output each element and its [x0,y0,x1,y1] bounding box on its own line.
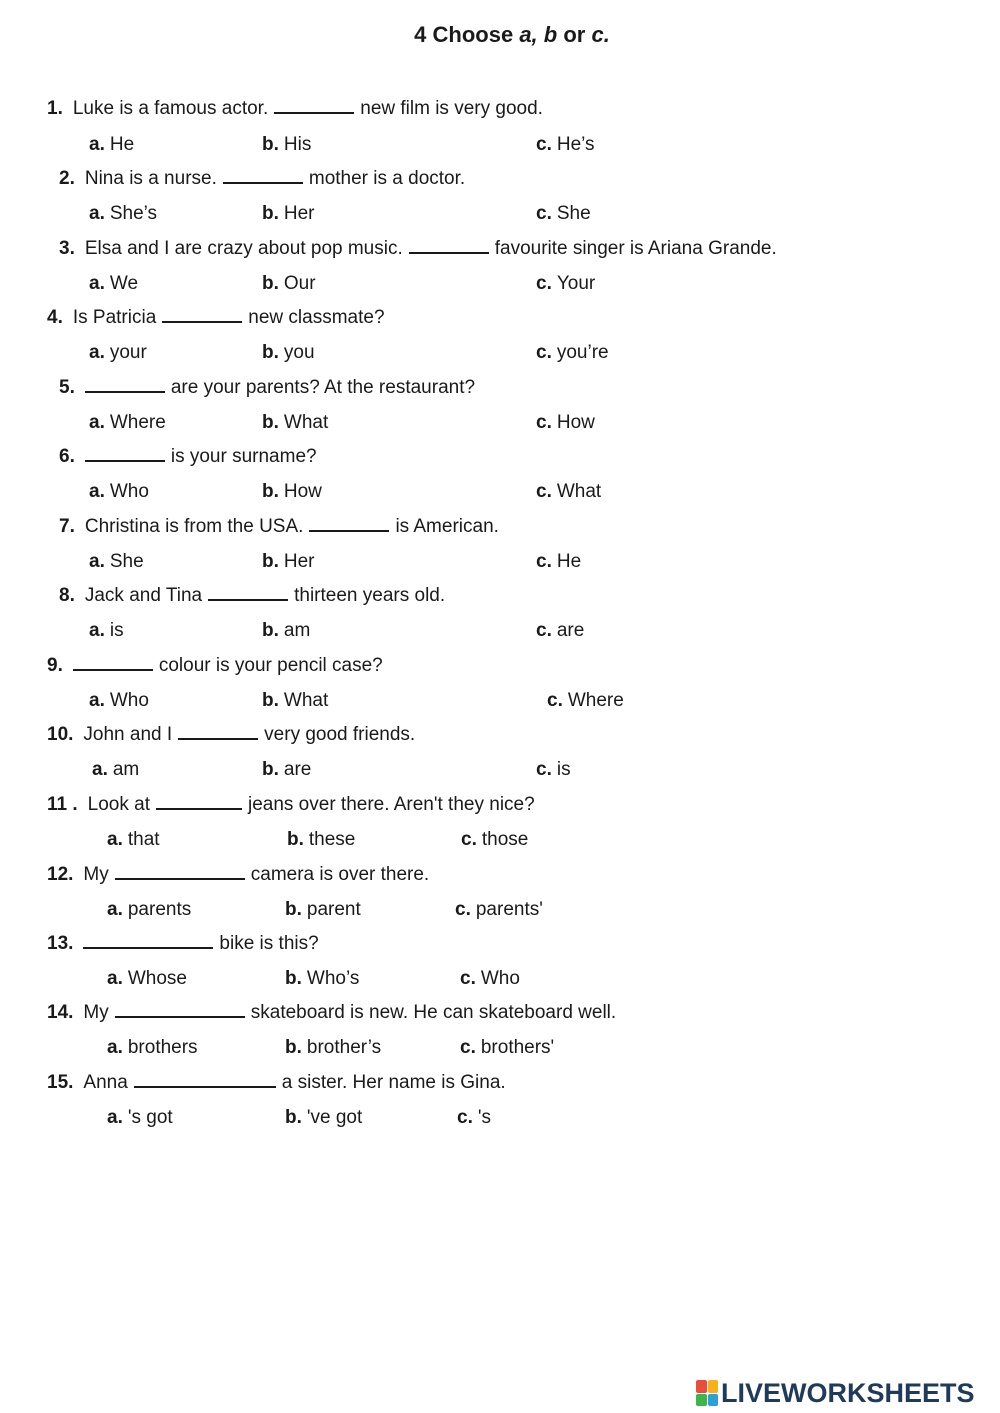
option-text: How [283,481,322,502]
question-text-before: Elsa and I are crazy about pop music. [84,238,403,259]
option-letter: b. [262,551,279,572]
option-letter: a. [107,1107,123,1128]
answer-blank[interactable] [156,807,242,810]
option-letter: a. [89,134,105,155]
question-text-after: new film is very good. [360,98,543,119]
option-letter: a. [107,1037,123,1058]
option-b[interactable] [262,412,328,434]
option-letter: c. [536,551,552,572]
option-c[interactable] [547,690,624,712]
option-text: She [109,551,144,572]
option-a[interactable] [89,481,149,503]
option-a[interactable] [92,759,139,781]
option-text: 've got [306,1107,363,1128]
option-letter: b. [262,759,279,780]
question-text-before: Anna [83,1072,128,1093]
question-text-after: favourite singer is Ariana Grande. [494,238,777,259]
option-text: He [109,134,135,155]
option-letter: b. [287,829,304,850]
option-a[interactable] [89,342,147,364]
question-text-before: My [83,864,109,885]
option-text: Who [480,968,520,989]
answer-blank[interactable] [83,946,213,949]
answer-blank[interactable] [115,1015,245,1018]
option-text: She’s [109,203,158,224]
option-letter: c. [536,273,552,294]
option-text: are [556,620,585,641]
option-text: you [283,342,315,363]
question-text-before: Nina is a nurse. [84,168,217,189]
liveworksheets-logo [696,1378,975,1408]
option-text: these [308,829,356,850]
option-letter: c. [547,690,563,711]
option-b[interactable] [262,134,311,156]
question-number: 14. [47,1002,74,1023]
option-a[interactable] [89,551,144,573]
option-c[interactable] [536,134,595,156]
option-letter: b. [285,968,302,989]
option-text: She [556,203,591,224]
question-text-after: colour is your pencil case? [158,655,383,676]
answer-blank[interactable] [223,181,303,184]
option-a[interactable] [107,1037,198,1059]
answer-blank[interactable] [208,598,288,601]
option-letter: b. [262,203,279,224]
question-number: 4. [47,307,63,328]
option-text: How [556,412,595,433]
question-13 [47,933,319,955]
question-text-before: Jack and Tina [84,585,203,606]
option-text: Your [556,273,596,294]
question-text-after: camera is over there. [250,864,430,885]
option-text: Where [567,690,624,711]
option-b[interactable] [285,899,361,921]
option-a[interactable] [89,273,138,295]
option-c[interactable] [536,203,591,225]
question-text-after: new classmate? [248,307,385,328]
option-text: 's [477,1107,491,1128]
option-text: Who [109,690,149,711]
option-letter: a. [107,829,123,850]
question-number: 8. [59,585,75,606]
option-c[interactable] [461,829,528,851]
option-letter: c. [455,899,471,920]
option-letter: a. [107,968,123,989]
question-9 [47,655,383,677]
question-number: 7. [59,516,75,537]
question-text-after: are your parents? At the restaurant? [170,377,476,398]
question-3 [59,238,777,260]
option-text: Her [283,203,315,224]
option-b[interactable] [262,273,316,295]
logo-text: LIVEWORKSHEETS [721,1377,975,1408]
option-letter: b. [262,134,279,155]
question-text-before: Christina is from the USA. [84,516,304,537]
option-text: He [556,551,582,572]
option-c[interactable] [536,342,609,364]
option-text: are [283,759,312,780]
option-b[interactable] [262,203,315,225]
question-text-after: a sister. Her name is Gina. [281,1072,506,1093]
worksheet-title: 4 Choose a, b or c. [414,22,610,47]
question-8 [59,585,445,607]
question-1 [47,98,543,120]
option-a[interactable] [89,134,134,156]
option-text: am [112,759,140,780]
option-c[interactable] [536,273,595,295]
question-number: 15. [47,1072,74,1093]
option-text: parent [306,899,361,920]
question-text-after: is American. [395,516,499,537]
question-2 [59,168,465,190]
option-letter: c. [536,620,552,641]
question-number: 6. [59,446,75,467]
question-number: 13. [47,933,74,954]
option-text: am [283,620,311,641]
answer-blank[interactable] [309,529,389,532]
question-4 [47,307,385,329]
option-c[interactable] [460,968,520,990]
option-a[interactable] [89,412,166,434]
option-letter: c. [460,968,476,989]
option-letter: a. [89,620,105,641]
option-text: you’re [556,342,609,363]
option-a[interactable] [89,620,124,642]
option-letter: b. [285,1037,302,1058]
option-b[interactable] [285,968,359,990]
option-letter: a. [89,551,105,572]
option-a[interactable] [107,1107,173,1129]
option-letter: a. [89,342,105,363]
option-letter: a. [107,899,123,920]
option-letter: b. [262,342,279,363]
option-b[interactable] [285,1037,381,1059]
option-text: Our [283,273,316,294]
option-b[interactable] [262,342,315,364]
question-text-before: Luke is a famous actor. [72,98,269,119]
answer-blank[interactable] [85,390,165,393]
option-text: What [556,481,602,502]
question-text-after: mother is a doctor. [308,168,466,189]
option-letter: b. [262,412,279,433]
option-text: is [556,759,571,780]
question-number: 9. [47,655,63,676]
option-c[interactable] [536,551,581,573]
option-letter: a. [92,759,108,780]
option-b[interactable] [285,1107,362,1129]
option-letter: a. [89,203,105,224]
question-number: 1. [47,98,63,119]
question-15 [47,1072,506,1094]
answer-blank[interactable] [162,320,242,323]
option-text: What [283,690,329,711]
option-text: We [109,273,139,294]
option-letter: c. [536,481,552,502]
option-text: Her [283,551,315,572]
option-text: What [283,412,329,433]
answer-blank[interactable] [85,459,165,462]
option-a[interactable] [107,968,187,990]
option-b[interactable] [262,620,310,642]
answer-blank[interactable] [409,251,489,254]
option-text: brothers [127,1037,198,1058]
answer-blank[interactable] [274,111,354,114]
option-c[interactable] [536,620,584,642]
question-text-after: thirteen years old. [294,585,446,606]
question-number: 5. [59,377,75,398]
option-c[interactable] [460,1037,554,1059]
option-b[interactable] [262,759,311,781]
option-a[interactable] [89,690,149,712]
question-6 [59,446,317,468]
option-letter: c. [457,1107,473,1128]
option-text: Where [109,412,166,433]
option-letter: a. [89,412,105,433]
option-text: parents [127,899,192,920]
option-letter: a. [89,273,105,294]
answer-blank[interactable] [134,1085,276,1088]
answer-blank[interactable] [115,877,245,880]
question-text-before: John and I [83,724,173,745]
question-14 [47,1002,616,1024]
question-number: 12. [47,864,74,885]
option-letter: b. [262,481,279,502]
question-number: 11 . [47,794,78,815]
question-12 [47,864,429,886]
option-text: that [127,829,160,850]
option-text: Whose [127,968,187,989]
option-letter: c. [536,412,552,433]
option-text: parents' [475,899,543,920]
option-text: Who’s [306,968,360,989]
option-a[interactable] [89,203,157,225]
option-b[interactable] [287,829,355,851]
option-letter: c. [536,134,552,155]
option-text: He’s [556,134,595,155]
question-text-after: jeans over there. Aren't they nice? [247,794,535,815]
question-text-after: is your surname? [170,446,317,467]
option-a[interactable] [107,829,160,851]
option-text: brothers' [480,1037,555,1058]
option-text: those [481,829,529,850]
option-letter: a. [89,481,105,502]
option-letter: c. [536,203,552,224]
option-text: brother’s [306,1037,382,1058]
question-text-after: skateboard is new. He can skateboard well. [250,1002,617,1023]
question-text-after: very good friends. [264,724,416,745]
option-text: His [283,134,312,155]
option-letter: a. [89,690,105,711]
answer-blank[interactable] [73,668,153,671]
question-number: 10. [47,724,74,745]
option-c[interactable] [536,481,601,503]
question-7 [59,516,499,538]
option-b[interactable] [262,690,328,712]
option-b[interactable] [262,551,315,573]
option-text: 's got [127,1107,173,1128]
option-text: Who [109,481,149,502]
option-b[interactable] [262,481,322,503]
option-c[interactable] [457,1107,491,1129]
option-c[interactable] [455,899,543,921]
question-text-before: Look at [87,794,150,815]
option-letter: c. [536,342,552,363]
option-c[interactable] [536,412,595,434]
question-text-before: Is Patricia [72,307,157,328]
option-letter: b. [285,1107,302,1128]
option-letter: c. [536,759,552,780]
question-10 [47,724,415,746]
option-letter: c. [461,829,477,850]
option-text: is [109,620,124,641]
logo-mark-icon [696,1380,718,1406]
answer-blank[interactable] [178,737,258,740]
option-letter: b. [262,273,279,294]
option-letter: b. [262,690,279,711]
question-11 [47,794,535,816]
option-text: your [109,342,147,363]
question-text-after: bike is this? [219,933,319,954]
question-number: 3. [59,238,75,259]
option-letter: b. [285,899,302,920]
option-c[interactable] [536,759,571,781]
option-letter: c. [460,1037,476,1058]
question-number: 2. [59,168,75,189]
question-text-before: My [83,1002,109,1023]
question-5 [59,377,475,399]
option-a[interactable] [107,899,191,921]
option-letter: b. [262,620,279,641]
